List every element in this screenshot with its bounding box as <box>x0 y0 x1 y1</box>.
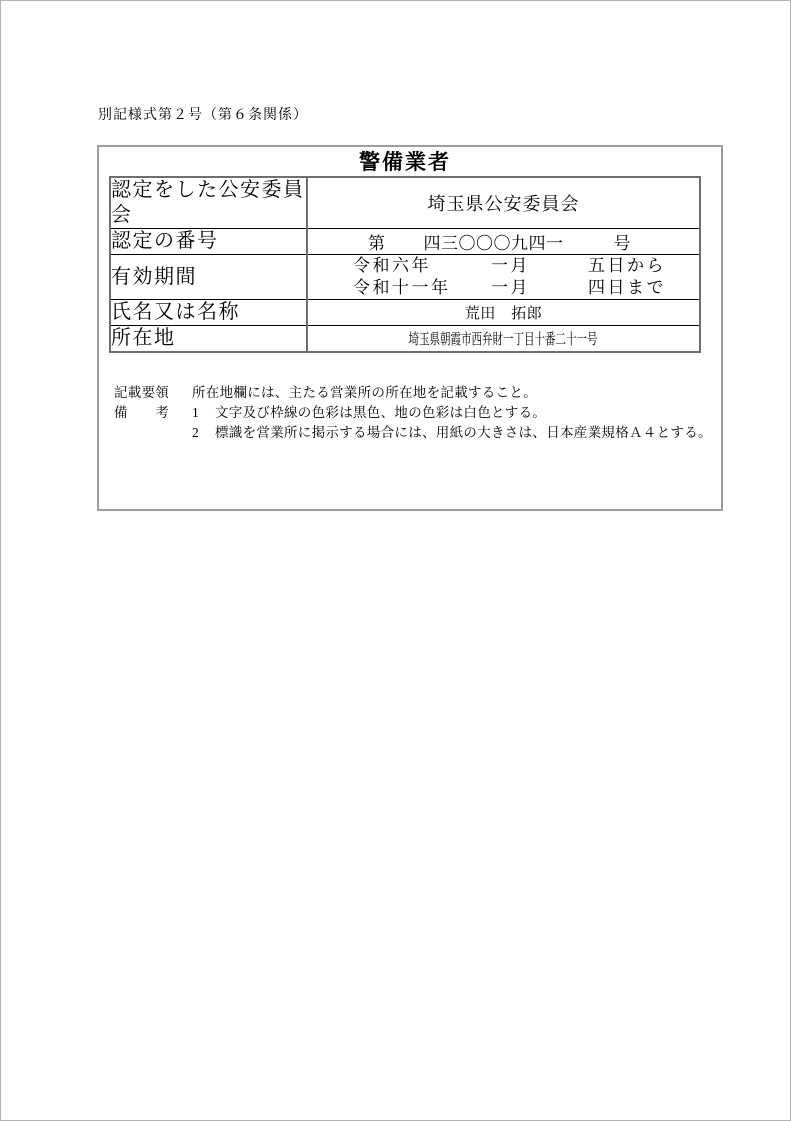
plate-notes <box>114 383 714 443</box>
validity-to-year: 令和十一年 <box>353 278 451 297</box>
validity-to-day: 四日まで <box>588 278 666 297</box>
remarks-label: 備 考 <box>114 405 170 420</box>
certification-number-value <box>308 229 699 254</box>
note-line-remark-2 <box>114 423 714 443</box>
plate-title: 警備業者 <box>359 150 451 174</box>
number-prefix: 第 <box>368 234 386 253</box>
validity-from-day: 五日から <box>588 256 666 275</box>
remark-1-number: 1 <box>192 405 200 420</box>
name-value: 荒田 拓郎 <box>464 306 543 322</box>
address-label: 所在地 <box>110 326 307 353</box>
remarks-label-spacer <box>114 423 174 443</box>
instruction-label: 記載要領 <box>114 385 170 400</box>
remark-1-text: 文字及び枠線の色彩は黒色、地の色彩は白色とする。 <box>215 405 547 420</box>
note-line-remark-1 <box>114 403 714 423</box>
plate-table <box>109 176 701 353</box>
commission-value: 埼玉県公安委員会 <box>427 194 580 214</box>
form-number-heading: 別記様式第２号（第６条関係） <box>98 108 308 123</box>
validity-period-label: 有効期間 <box>110 255 307 300</box>
validity-from-month: 一月 <box>491 256 530 275</box>
commission-label: 認定をした公安委員会 <box>110 177 307 229</box>
table-row-name <box>110 300 700 326</box>
certification-number-label: 認定の番号 <box>110 229 307 255</box>
remark-2-number: 2 <box>192 425 200 440</box>
table-row-certification-number <box>110 229 700 255</box>
validity-from-year: 令和六年 <box>353 256 431 275</box>
number-digits: 四三〇〇〇九四一 <box>423 234 564 253</box>
validity-to-month: 一月 <box>491 278 530 297</box>
remark-2-text: 標識を営業所に掲示する場合には、用紙の大きさは、日本産業規格Ａ４とする。 <box>215 425 712 440</box>
name-label: 氏名又は名称 <box>110 300 307 326</box>
table-row-address <box>110 326 700 353</box>
address-value: 埼玉県朝霞市西弁財一丁目十番二十一号 <box>408 332 598 348</box>
table-row-commission <box>110 177 700 229</box>
validity-from <box>308 255 699 277</box>
table-row-validity-period <box>110 255 700 300</box>
instruction-text: 所在地欄には、主たる営業所の所在地を記載すること。 <box>192 385 537 400</box>
security-business-plate <box>97 145 723 511</box>
note-line-instruction <box>114 383 714 403</box>
validity-to <box>308 277 699 299</box>
number-suffix: 号 <box>613 234 631 253</box>
